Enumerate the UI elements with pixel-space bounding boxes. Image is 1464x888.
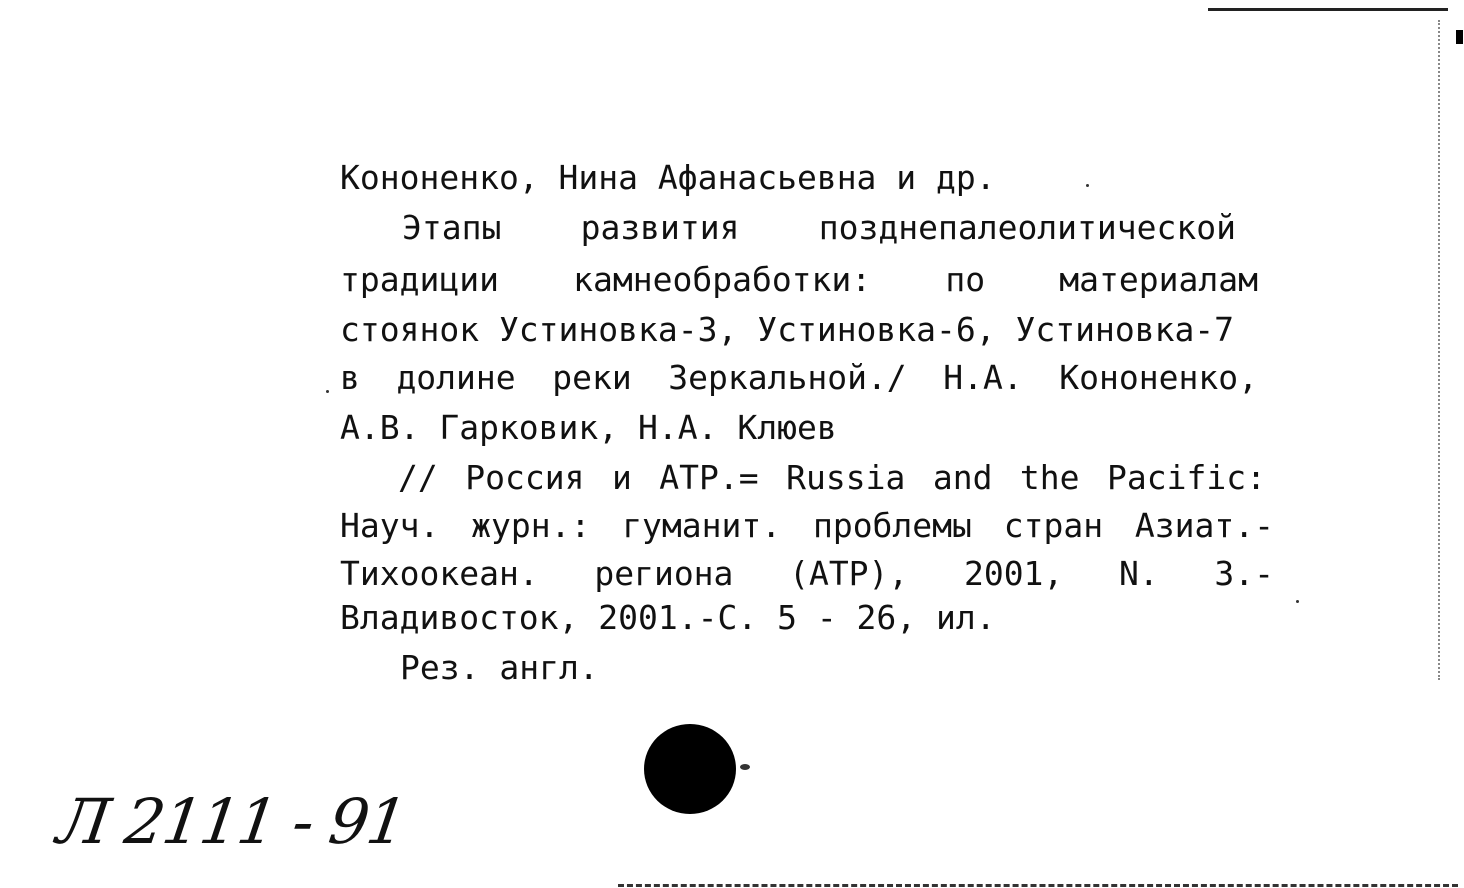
corner-mark <box>1456 30 1463 44</box>
source-line-3 <box>340 554 1274 594</box>
title-word: Кононенко, <box>1059 358 1258 397</box>
author-heading: Кононенко, Нина Афанасьевна и др. <box>340 158 996 197</box>
source-line-2 <box>340 506 1274 546</box>
card-bottom-edge <box>618 884 1458 887</box>
source-word: // <box>398 458 438 497</box>
title-word: позднепалеолитической <box>818 208 1236 247</box>
title-word: Н.А. <box>943 358 1023 397</box>
scan-speck <box>1086 184 1089 187</box>
imprint-line: Владивосток, 2001.-С. 5 - 26, ил. <box>340 598 996 637</box>
title-word: по <box>945 260 986 299</box>
source-word: Тихоокеан. <box>340 554 539 593</box>
title-word: материалам <box>1059 260 1258 299</box>
card-top-edge <box>1208 8 1448 11</box>
punch-hole <box>644 724 736 814</box>
source-word: Науч. <box>340 506 440 545</box>
source-word: Russia <box>786 458 906 497</box>
source-word: журн.: <box>471 506 591 545</box>
title-word: традиции <box>340 260 499 299</box>
source-word: (АТР), <box>789 554 909 593</box>
source-word: the <box>1019 458 1080 497</box>
title-word: развития <box>580 208 740 247</box>
title-line-2 <box>340 260 1258 300</box>
scan-speck <box>1296 600 1299 603</box>
title-line-4 <box>340 358 1258 398</box>
source-word: стран <box>1003 506 1104 545</box>
title-word: долине <box>396 358 516 397</box>
scan-speck <box>326 390 329 393</box>
source-word: 2001, <box>963 554 1064 593</box>
source-word: Россия <box>465 458 585 497</box>
title-word: камнеобработки: <box>573 260 872 299</box>
source-word: Pacific: <box>1107 458 1266 497</box>
summary-note: Рез. англ. <box>400 648 599 687</box>
title-word: в <box>340 358 360 397</box>
title-line-3: стоянок Устиновка-3, Устиновка-6, Устиновка-7 <box>340 310 1235 349</box>
card-right-edge <box>1438 20 1440 680</box>
source-word: Азиат.- <box>1134 506 1274 545</box>
title-line-1 <box>402 208 1236 248</box>
handwritten-shelf-mark: Л 2111 - 91 <box>52 785 410 858</box>
source-word: and <box>932 458 993 497</box>
source-line-1 <box>398 458 1266 498</box>
source-word: 3.- <box>1214 554 1274 593</box>
coauthors-line: А.В. Гарковик, Н.А. Клюев <box>340 408 837 447</box>
source-word: гуманит. <box>622 506 782 545</box>
scan-speck <box>740 764 750 770</box>
title-word: Этапы <box>402 208 502 247</box>
source-word: и <box>611 458 632 497</box>
source-word: АТР.= <box>659 458 759 497</box>
source-word: N. <box>1118 554 1159 593</box>
title-word: Зеркальной./ <box>668 358 907 397</box>
source-word: региона <box>594 554 734 593</box>
source-word: проблемы <box>812 506 972 545</box>
title-word: реки <box>552 358 632 397</box>
